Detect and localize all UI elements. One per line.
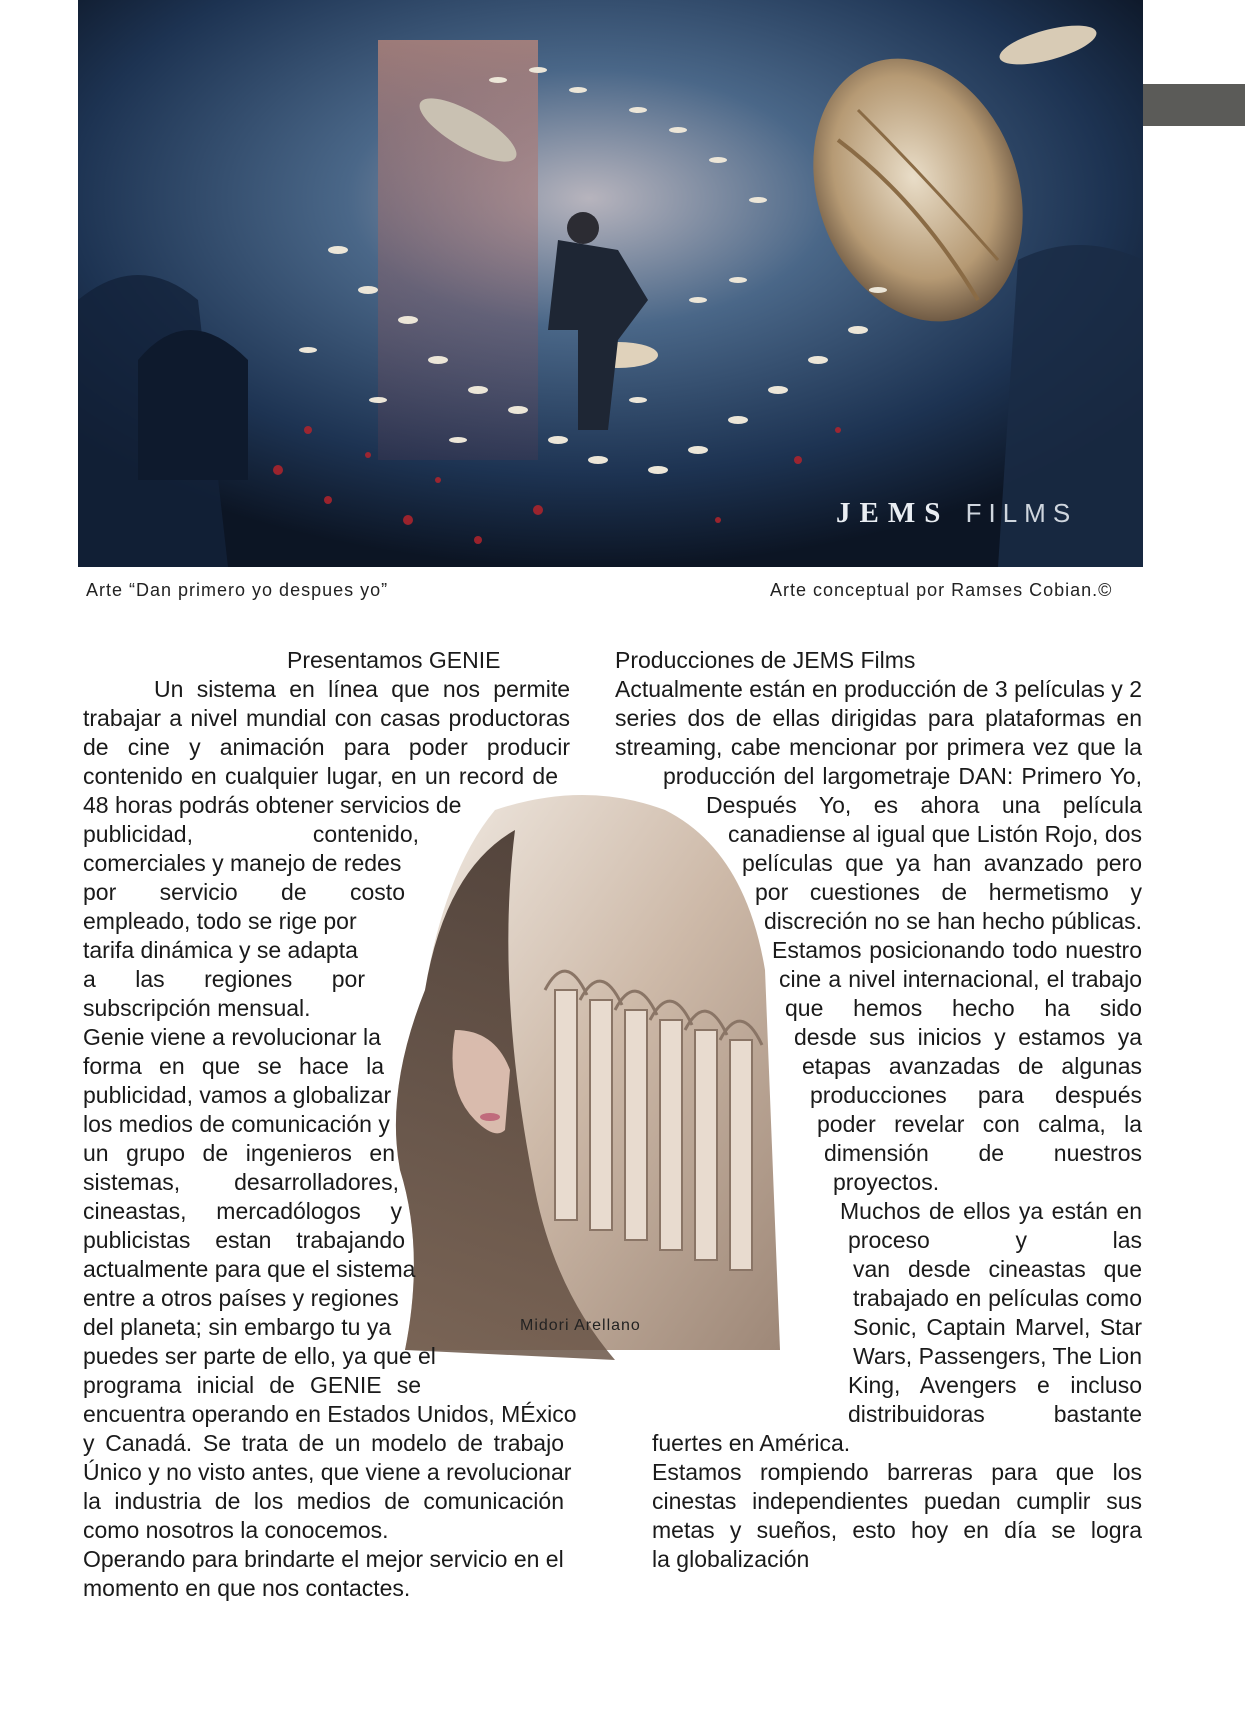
logo-primary: JEMS bbox=[836, 497, 950, 529]
left-line: la industria de los medios de comunicación bbox=[83, 1488, 564, 1514]
left-line: por servicio de costo bbox=[83, 879, 405, 905]
portrait-caption: Midori Arellano bbox=[520, 1317, 641, 1334]
left-line: a las regiones por bbox=[83, 966, 365, 992]
left-line: trabajar a nivel mundial con casas productoras bbox=[83, 705, 570, 731]
right-line: Después Yo, es ahora una película bbox=[706, 792, 1142, 818]
left-line: un grupo de ingenieros en bbox=[83, 1140, 395, 1166]
right-line: la globalización bbox=[652, 1546, 810, 1572]
left-line: publicidad, vamos a globalizar bbox=[83, 1082, 392, 1108]
left-line: 48 horas podrás obtener servicios de bbox=[83, 792, 462, 818]
left-line: sistemas, desarrolladores, bbox=[83, 1169, 399, 1195]
left-line: los medios de comunicación y bbox=[83, 1111, 390, 1137]
hero-concept-art bbox=[78, 0, 1143, 567]
right-line: desde sus inicios y estamos ya bbox=[794, 1024, 1142, 1050]
left-line: publicidad, contenido, bbox=[83, 821, 419, 847]
right-line: Estamos rompiendo barreras para que los bbox=[652, 1459, 1142, 1485]
right-line: fuertes en América. bbox=[652, 1430, 851, 1456]
right-line: Actualmente están en producción de 3 películas y 2 bbox=[615, 676, 1142, 702]
right-line: dimensión de nuestros bbox=[824, 1140, 1142, 1166]
right-line: proceso y las bbox=[848, 1227, 1142, 1253]
left-line: como nosotros la conocemos. bbox=[83, 1517, 389, 1543]
hero-caption-right: Arte conceptual por Ramses Cobian.© bbox=[770, 580, 1113, 600]
left-line: subscripción mensual. bbox=[83, 995, 311, 1021]
left-line: cineastas, mercadólogos y bbox=[83, 1198, 402, 1224]
left-line: Un sistema en línea que nos permite bbox=[154, 676, 570, 702]
right-line: Sonic, Captain Marvel, Star bbox=[853, 1314, 1142, 1340]
left-line: entre a otros países y regiones bbox=[83, 1285, 399, 1311]
right-line: etapas avanzadas de algunas bbox=[802, 1053, 1142, 1079]
logo-secondary: FILMS bbox=[965, 498, 1078, 528]
right-line: por cuestiones de hermetismo y bbox=[755, 879, 1142, 905]
left-line: programa inicial de GENIE se bbox=[83, 1372, 421, 1398]
left-line: contenido en cualquier lugar, en un record de bbox=[83, 763, 558, 789]
right-line: canadiense al igual que Listón Rojo, dos bbox=[728, 821, 1142, 847]
left-line: encuentra operando en Estados Unidos, MÉxico bbox=[83, 1401, 577, 1427]
left-line: puedes ser parte de ello, ya que el bbox=[83, 1343, 436, 1369]
right-line: que hemos hecho ha sido bbox=[785, 995, 1142, 1021]
left-line: comerciales y manejo de redes bbox=[83, 850, 402, 876]
right-line: poder revelar con calma, la bbox=[817, 1111, 1142, 1137]
left-line: tarifa dinámica y se adapta bbox=[83, 937, 358, 963]
right-line: Muchos de ellos ya están en bbox=[840, 1198, 1142, 1224]
left-line: Operando para brindarte el mejor servicio en el bbox=[83, 1546, 564, 1572]
hero-caption-left: Arte “Dan primero yo despues yo” bbox=[86, 580, 389, 600]
right-line: cinestas independientes puedan cumplir sus bbox=[652, 1488, 1142, 1514]
right-line: series dos de ellas dirigidas para plataformas en bbox=[615, 705, 1142, 731]
right-line: películas que ya han avanzado pero bbox=[742, 850, 1142, 876]
right-line: streaming, cabe mencionar por primera vez que la bbox=[615, 734, 1142, 760]
right-line: Estamos posicionando todo nuestro bbox=[772, 937, 1142, 963]
right-line: metas y sueños, esto hoy en día se logra bbox=[652, 1517, 1142, 1543]
right-line: cine a nivel internacional, el trabajo bbox=[779, 966, 1142, 992]
left-line: Único y no visto antes, que viene a revolucionar bbox=[83, 1459, 572, 1485]
right-line: Wars, Passengers, The Lion bbox=[853, 1343, 1142, 1369]
left-line: publicistas estan trabajando bbox=[83, 1227, 405, 1253]
left-line: actualmente para que el sistema bbox=[83, 1256, 416, 1282]
left-line: de cine y animación para poder producir bbox=[83, 734, 570, 760]
right-line: producciones para después bbox=[810, 1082, 1142, 1108]
left-column-heading: Presentamos GENIE bbox=[287, 647, 501, 673]
right-line: producción del largometraje DAN: Primero Yo, bbox=[663, 763, 1142, 789]
left-line: momento en que nos contactes. bbox=[83, 1575, 411, 1601]
right-line: King, Avengers e incluso bbox=[848, 1372, 1142, 1398]
right-line: van desde cineastas que bbox=[853, 1256, 1142, 1282]
page-tab-marker bbox=[1143, 84, 1245, 126]
left-line: empleado, todo se rige por bbox=[83, 908, 357, 934]
left-line: y Canadá. Se trata de un modelo de trabajo bbox=[83, 1430, 564, 1456]
right-line: discreción no se han hecho públicas. bbox=[764, 908, 1142, 934]
right-column-heading: Producciones de JEMS Films bbox=[615, 647, 916, 673]
right-line: distribuidoras bastante bbox=[848, 1401, 1142, 1427]
right-line: trabajado en películas como bbox=[853, 1285, 1142, 1311]
left-line: del planeta; sin embargo tu ya bbox=[83, 1314, 392, 1340]
jems-films-logo bbox=[836, 497, 1077, 530]
left-line: forma en que se hace la bbox=[83, 1053, 384, 1079]
right-line: proyectos. bbox=[833, 1169, 940, 1195]
left-line: Genie viene a revolucionar la bbox=[83, 1024, 381, 1050]
